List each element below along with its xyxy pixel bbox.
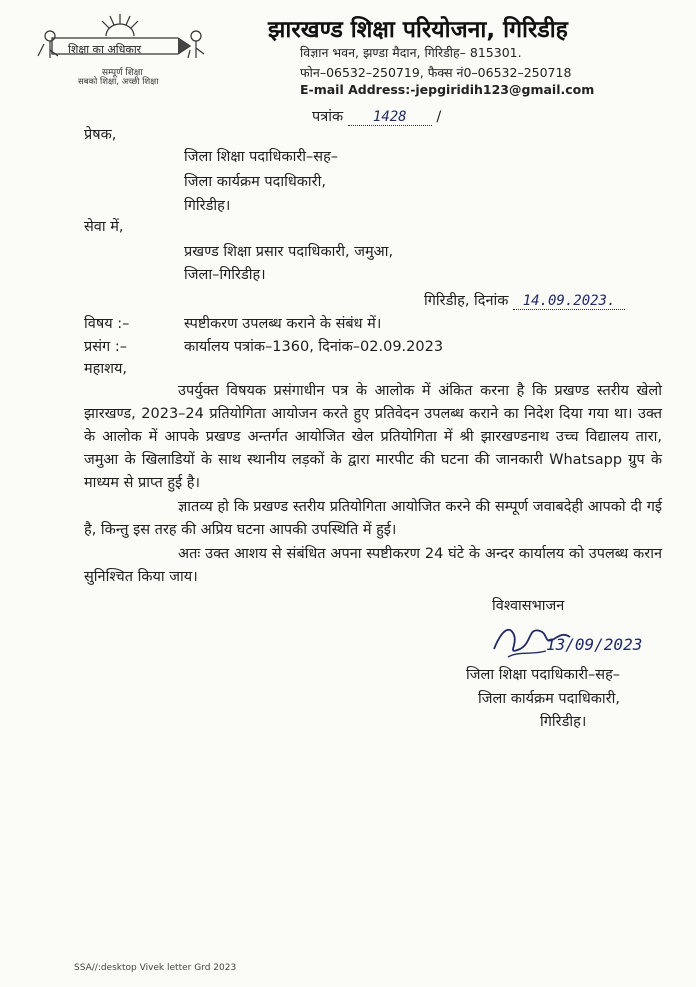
footer-file-path: SSA//:desktop Vivek letter Grd 2023 — [74, 963, 237, 973]
signatory-line-2: जिला कार्यक्रम पदाधिकारी, — [478, 691, 620, 707]
letterhead-title: झारखण्ड शिक्षा परियोजना, गिरिडीह — [268, 17, 568, 43]
signatory-line-3: गिरिडीह। — [540, 714, 587, 730]
context-text: कार्यालय पत्रांक–1360, दिनांक–02.09.2023 — [184, 339, 444, 355]
letterhead-email: E-mail Address:-jepgiridih123@gmail.com — [300, 82, 595, 97]
body-paragraph-1 — [84, 380, 662, 495]
letterhead-address: विज्ञान भवन, झण्डा मैदान, गिरिडीह– 815301. — [300, 45, 522, 60]
recipient-line-2: जिला–गिरिडीह। — [184, 267, 266, 283]
body-paragraph-3 — [84, 543, 662, 589]
logo-subtitle: सम्पूर्ण शिक्षा — [102, 68, 143, 78]
sender-line-3: गिरिडीह। — [184, 198, 231, 214]
body-paragraph-3-text: अतः उक्त आशय से संबंधित अपना स्पष्टीकरण 24 घंटे के अन्दर कार्यालय को उपलब्ध करान सुनिश्चित किया जाय। — [84, 546, 662, 585]
sender-line-1: जिला शिक्षा पदाधिकारी–सह– — [184, 149, 339, 165]
subject-label: विषय :– — [84, 316, 130, 332]
reference-label: पत्रांक — [312, 109, 344, 125]
reference-number: 1428 — [348, 109, 432, 126]
closing: विश्वासभाजन — [492, 598, 565, 614]
sender-line-2: जिला कार्यक्रम पदाधिकारी, — [184, 174, 326, 190]
recipient-label: सेवा में, — [84, 219, 124, 235]
date-label: गिरिडीह, दिनांक — [424, 293, 509, 309]
body-paragraph-2 — [84, 496, 662, 542]
signature — [488, 615, 648, 669]
logo-tagline: सबको शिक्षा, अच्छी शिक्षा — [78, 77, 159, 87]
reference-line — [312, 106, 441, 126]
recipient-line-1: प्रखण्ड शिक्षा प्रसार पदाधिकारी, जमुआ, — [184, 244, 394, 260]
logo — [30, 10, 210, 90]
logo-label: शिक्षा का अधिकार — [68, 43, 142, 56]
sender-label: प्रेषक, — [84, 127, 117, 143]
context-label: प्रसंग :– — [84, 339, 127, 355]
reference-slash: / — [436, 109, 442, 125]
signatory-line-1: जिला शिक्षा पदाधिकारी–सह– — [466, 667, 621, 683]
letterhead-phone: फोन–06532–250719, फैक्स नं0–06532–250718 — [300, 65, 572, 80]
salutation: महाशय, — [84, 361, 128, 377]
body-paragraph-1-text: उपर्युक्त विषयक प्रसंगाधीन पत्र के आलोक में अंकित करना है कि प्रखण्ड स्तरीय खेलो झारखण्ड, 2023–24 प्रतियोगिता आयोजन करते हुए प्रतिवेदन उपलब्ध कराने का निदेश दिया गया था। उक्त के आलोक में आपके प्रखण्ड अन्तर्गत आयोजित खेल प्रतियोगिता में श्री झारखण्डनाथ उच्च विद्यालय तारा, जमुआ के खिलाडियों के साथ स्थानीय लड़कों के द्वारा मारपीट की घटना की जानकारी Whatsapp ग्रुप के माध्यम से प्राप्त हुई है। — [84, 383, 662, 491]
date-value: 14.09.2023. — [513, 293, 625, 310]
date-line — [424, 290, 625, 310]
body-paragraph-2-text: ज्ञातव्य हो कि प्रखण्ड स्तरीय प्रतियोगिता आयोजित करने की सम्पूर्ण जवाबदेही आपको दी गई है, किन्तु इस तरह की अप्रिय घटना आपकी उपस्थिति में हुई। — [84, 499, 662, 538]
signature-date: 13/09/2023 — [546, 635, 643, 654]
subject-text: स्पष्टीकरण उपलब्ध कराने के संबंध में। — [184, 316, 382, 332]
